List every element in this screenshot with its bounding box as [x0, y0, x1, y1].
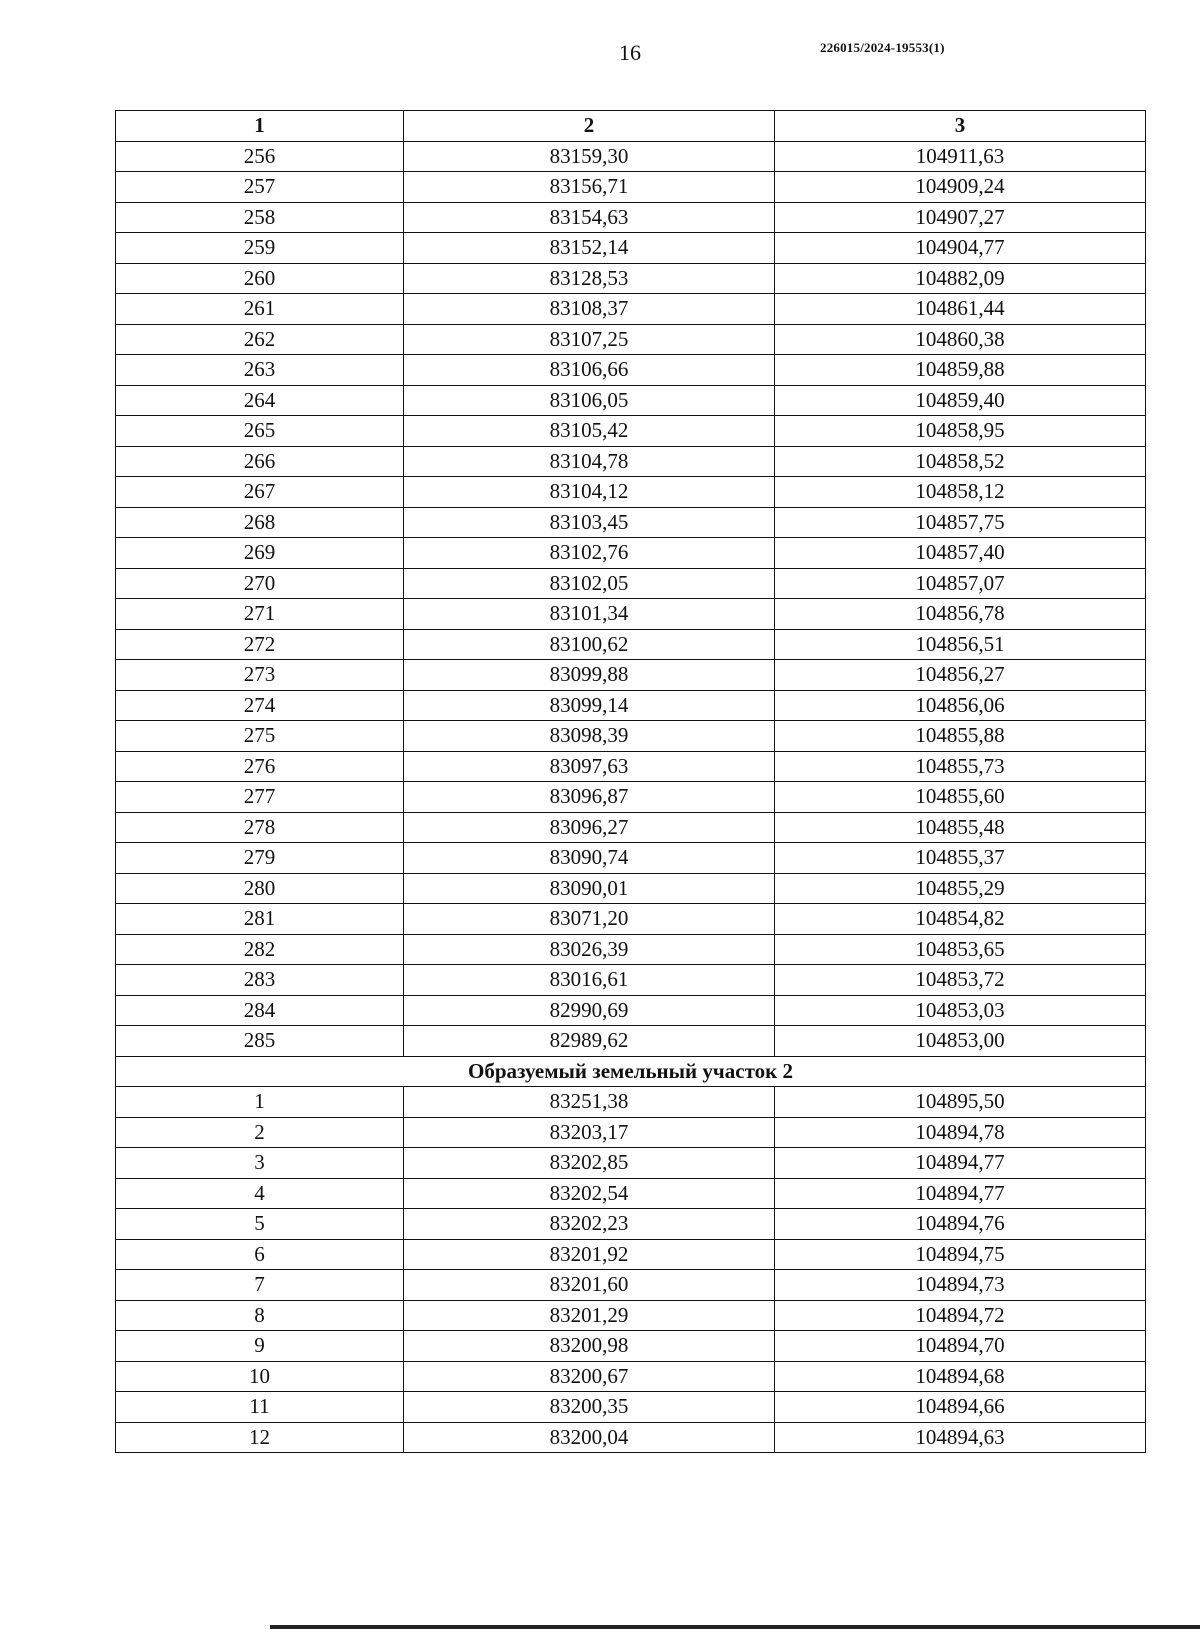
page-number: 16	[619, 40, 641, 65]
bottom-rule	[270, 1625, 1200, 1629]
table-cell: 269	[116, 538, 404, 569]
table-cell: 82989,62	[404, 1026, 775, 1057]
table-row	[116, 385, 1146, 416]
table-row	[116, 599, 1146, 630]
table-cell: 272	[116, 629, 404, 660]
table-cell: 10	[116, 1361, 404, 1392]
table-row	[116, 1392, 1146, 1423]
table-cell: 274	[116, 690, 404, 721]
table-cell: 104894,68	[775, 1361, 1146, 1392]
table-row	[116, 721, 1146, 752]
table-cell: 104907,27	[775, 202, 1146, 233]
table-cell: 104895,50	[775, 1087, 1146, 1118]
table-cell: 276	[116, 751, 404, 782]
table-cell: 83016,61	[404, 965, 775, 996]
table-cell: 104853,03	[775, 995, 1146, 1026]
table-cell: 104894,77	[775, 1178, 1146, 1209]
table-cell: 83128,53	[404, 263, 775, 294]
table-row	[116, 690, 1146, 721]
table-row	[116, 202, 1146, 233]
table-cell: 259	[116, 233, 404, 264]
table-cell: 83200,04	[404, 1422, 775, 1453]
table-cell: 104894,76	[775, 1209, 1146, 1240]
table-row	[116, 324, 1146, 355]
table-cell: 104904,77	[775, 233, 1146, 264]
table-cell: 104857,75	[775, 507, 1146, 538]
table-cell: 83097,63	[404, 751, 775, 782]
table-row	[116, 446, 1146, 477]
table-cell: 256	[116, 141, 404, 172]
table-row	[116, 904, 1146, 935]
table-cell: 83103,45	[404, 507, 775, 538]
table-row	[116, 294, 1146, 325]
table-cell: 83152,14	[404, 233, 775, 264]
table-cell: 104854,82	[775, 904, 1146, 935]
table-row	[116, 660, 1146, 691]
table-cell: 83159,30	[404, 141, 775, 172]
table-cell: 104859,40	[775, 385, 1146, 416]
column-header: 3	[775, 111, 1146, 142]
table-cell: 261	[116, 294, 404, 325]
table-cell: 104894,73	[775, 1270, 1146, 1301]
table-row	[116, 477, 1146, 508]
table-cell: 104853,00	[775, 1026, 1146, 1057]
table-row	[116, 1148, 1146, 1179]
table-row	[116, 507, 1146, 538]
table-cell: 257	[116, 172, 404, 203]
table-row	[116, 1087, 1146, 1118]
table-cell: 104860,38	[775, 324, 1146, 355]
table-row	[116, 995, 1146, 1026]
table-row	[116, 1361, 1146, 1392]
table-cell: 82990,69	[404, 995, 775, 1026]
table-row	[116, 1026, 1146, 1057]
table-cell: 83096,87	[404, 782, 775, 813]
table-cell: 267	[116, 477, 404, 508]
table-row	[116, 812, 1146, 843]
table-cell: 83202,85	[404, 1148, 775, 1179]
table-body	[116, 141, 1146, 1453]
table-cell: 104856,51	[775, 629, 1146, 660]
table-cell: 281	[116, 904, 404, 935]
table-row	[116, 1209, 1146, 1240]
table-cell: 6	[116, 1239, 404, 1270]
table-cell: 7	[116, 1270, 404, 1301]
table-cell: 262	[116, 324, 404, 355]
table-cell: 283	[116, 965, 404, 996]
table-cell: 83100,62	[404, 629, 775, 660]
table-cell: 104894,72	[775, 1300, 1146, 1331]
table-row	[116, 782, 1146, 813]
table-row	[116, 1117, 1146, 1148]
table-cell: 285	[116, 1026, 404, 1057]
document-id: 226015/2024-19553(1)	[820, 40, 945, 55]
table-row	[116, 1331, 1146, 1362]
table-cell: 104856,06	[775, 690, 1146, 721]
table-cell: 104856,78	[775, 599, 1146, 630]
table-row	[116, 1178, 1146, 1209]
table-cell: 83101,34	[404, 599, 775, 630]
table-row	[116, 172, 1146, 203]
table-cell: 104861,44	[775, 294, 1146, 325]
table-cell: 104882,09	[775, 263, 1146, 294]
section-title: Образуемый земельный участок 2	[116, 1056, 1146, 1087]
table-cell: 104855,88	[775, 721, 1146, 752]
table-row	[116, 233, 1146, 264]
table-cell: 104853,65	[775, 934, 1146, 965]
table-cell: 104856,27	[775, 660, 1146, 691]
table-cell: 83090,01	[404, 873, 775, 904]
table-cell: 104894,78	[775, 1117, 1146, 1148]
table-row	[116, 416, 1146, 447]
table-cell: 104894,66	[775, 1392, 1146, 1423]
table-cell: 104894,77	[775, 1148, 1146, 1179]
table-row	[116, 141, 1146, 172]
table-cell: 277	[116, 782, 404, 813]
table-cell: 264	[116, 385, 404, 416]
table-cell: 104855,29	[775, 873, 1146, 904]
table-cell: 83202,23	[404, 1209, 775, 1240]
table-cell: 104857,07	[775, 568, 1146, 599]
table-cell: 278	[116, 812, 404, 843]
table-cell: 104853,72	[775, 965, 1146, 996]
table-cell: 83106,05	[404, 385, 775, 416]
table-cell: 104859,88	[775, 355, 1146, 386]
column-header: 2	[404, 111, 775, 142]
table-cell: 83104,78	[404, 446, 775, 477]
table-cell: 83200,98	[404, 1331, 775, 1362]
table-cell: 266	[116, 446, 404, 477]
table-cell: 104855,48	[775, 812, 1146, 843]
table-cell: 12	[116, 1422, 404, 1453]
table-row	[116, 538, 1146, 569]
table-cell: 284	[116, 995, 404, 1026]
table-row	[116, 843, 1146, 874]
table-row	[116, 1270, 1146, 1301]
table-row	[116, 1239, 1146, 1270]
table-cell: 270	[116, 568, 404, 599]
table-row	[116, 1300, 1146, 1331]
table-cell: 279	[116, 843, 404, 874]
table-cell: 271	[116, 599, 404, 630]
table-row	[116, 263, 1146, 294]
table-cell: 83090,74	[404, 843, 775, 874]
table-cell: 4	[116, 1178, 404, 1209]
section-row	[116, 1056, 1146, 1087]
table-row	[116, 965, 1146, 996]
table-cell: 83200,67	[404, 1361, 775, 1392]
table-cell: 83104,12	[404, 477, 775, 508]
table-cell: 83202,54	[404, 1178, 775, 1209]
column-header: 1	[116, 111, 404, 142]
table-cell: 265	[116, 416, 404, 447]
table-cell: 268	[116, 507, 404, 538]
table-cell: 5	[116, 1209, 404, 1240]
table-row	[116, 934, 1146, 965]
table-cell: 83200,35	[404, 1392, 775, 1423]
table-cell: 83096,27	[404, 812, 775, 843]
table-cell: 83071,20	[404, 904, 775, 935]
table-cell: 104855,60	[775, 782, 1146, 813]
table-cell: 104858,95	[775, 416, 1146, 447]
table-cell: 83201,29	[404, 1300, 775, 1331]
table-cell: 280	[116, 873, 404, 904]
table-cell: 83201,60	[404, 1270, 775, 1301]
table-cell: 83201,92	[404, 1239, 775, 1270]
table-cell: 8	[116, 1300, 404, 1331]
table-cell: 83026,39	[404, 934, 775, 965]
coordinates-table	[115, 110, 1146, 1453]
table-cell: 83106,66	[404, 355, 775, 386]
table-cell: 258	[116, 202, 404, 233]
table-row	[116, 629, 1146, 660]
table-cell: 104894,75	[775, 1239, 1146, 1270]
table-cell: 282	[116, 934, 404, 965]
table-cell: 83154,63	[404, 202, 775, 233]
table-row	[116, 568, 1146, 599]
table-cell: 104909,24	[775, 172, 1146, 203]
table-cell: 83107,25	[404, 324, 775, 355]
table-cell: 273	[116, 660, 404, 691]
table-cell: 104858,52	[775, 446, 1146, 477]
table-cell: 83099,88	[404, 660, 775, 691]
table-cell: 104911,63	[775, 141, 1146, 172]
table-cell: 104858,12	[775, 477, 1146, 508]
table-row	[116, 873, 1146, 904]
table-cell: 2	[116, 1117, 404, 1148]
table-cell: 83098,39	[404, 721, 775, 752]
table-cell: 11	[116, 1392, 404, 1423]
table-cell: 9	[116, 1331, 404, 1362]
table-cell: 104855,73	[775, 751, 1146, 782]
table-cell: 83102,76	[404, 538, 775, 569]
table-row	[116, 355, 1146, 386]
table-row	[116, 751, 1146, 782]
table-cell: 83156,71	[404, 172, 775, 203]
table-cell: 275	[116, 721, 404, 752]
table-cell: 104894,63	[775, 1422, 1146, 1453]
table-cell: 83102,05	[404, 568, 775, 599]
table-cell: 104855,37	[775, 843, 1146, 874]
table-row	[116, 1422, 1146, 1453]
table-cell: 83108,37	[404, 294, 775, 325]
table-cell: 1	[116, 1087, 404, 1118]
table-cell: 83099,14	[404, 690, 775, 721]
table-cell: 263	[116, 355, 404, 386]
table-cell: 104857,40	[775, 538, 1146, 569]
table-cell: 83203,17	[404, 1117, 775, 1148]
table-cell: 83251,38	[404, 1087, 775, 1118]
table-cell: 104894,70	[775, 1331, 1146, 1362]
table-cell: 83105,42	[404, 416, 775, 447]
table-cell: 260	[116, 263, 404, 294]
table-cell: 3	[116, 1148, 404, 1179]
table-header-row	[116, 111, 1146, 142]
